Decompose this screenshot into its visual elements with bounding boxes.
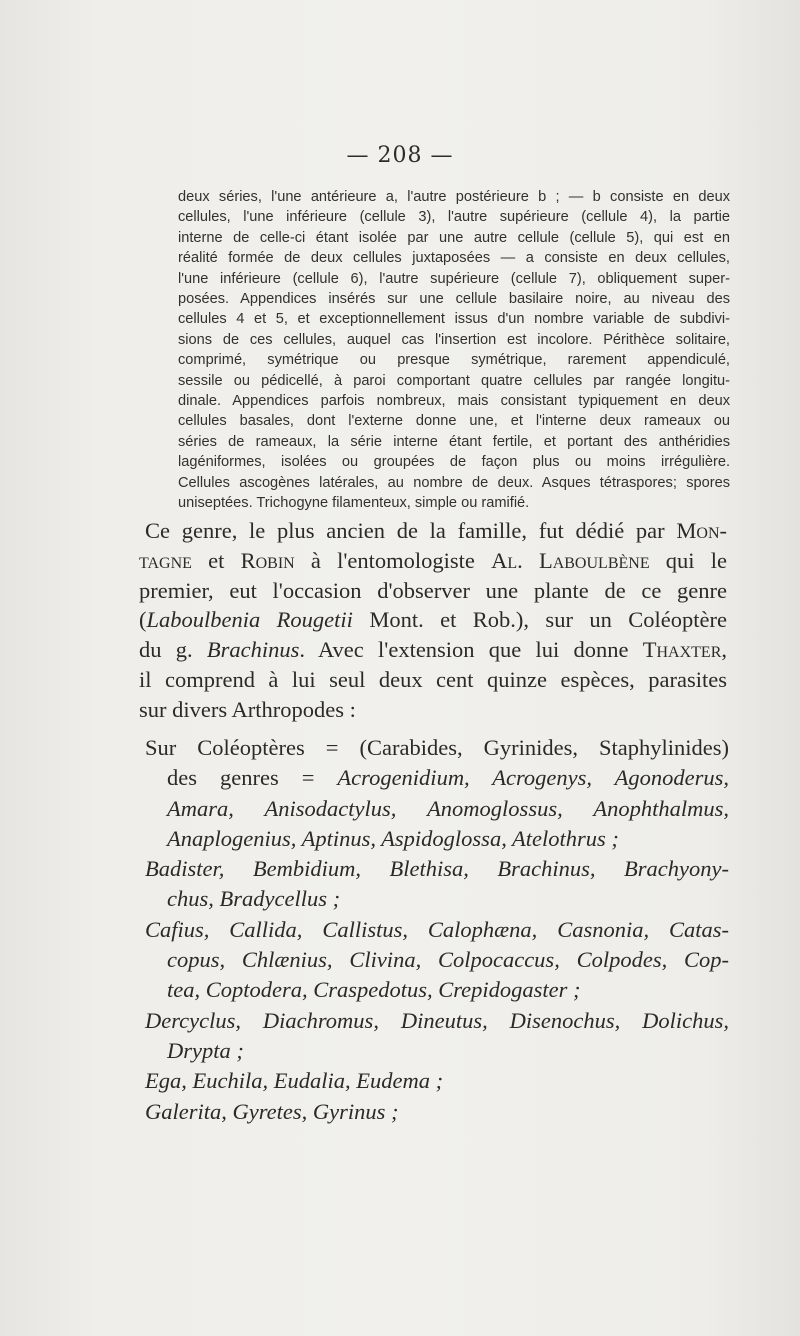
- description-line: deux séries, l'une antérieure a, l'autre postérieure b ; — b consiste en deux: [178, 189, 730, 205]
- description-line: réalité formée de deux cellules juxtaposées — a consiste en deux cellules,: [178, 250, 730, 267]
- host-list-line: Drypta ;: [167, 1037, 244, 1063]
- paragraph-line: [139, 605, 727, 635]
- paragraph-text: et: [191, 547, 241, 573]
- host-list-line: Ega, Euchila, Eudalia, Eudema ;: [145, 1068, 444, 1094]
- description-line: cellules, l'une inférieure (cellule 3), l'autre supérieure (cellule 4), la partie: [178, 209, 730, 226]
- paragraph-text: . Avec l'extension que lui donne: [299, 637, 643, 663]
- description-line: dinale. Appendices parfois nombreux, mais consistant typiquement en deux: [178, 393, 730, 410]
- host-list-line: Dercyclus, Diachromus, Dineutus, Disenochus, Dolichus,: [145, 1007, 729, 1033]
- host-list-line: Amara, Anisodactylus, Anomoglossus, Anophthalmus,: [167, 795, 729, 821]
- description-line: cellules 4 et 5, et exceptionnellement issus d'un nombre variable de subdivi-: [178, 311, 730, 328]
- description-line: posées. Appendices insérés sur une cellule basilaire noire, au niveau des: [178, 291, 730, 308]
- author-name: Thaxter: [642, 637, 722, 663]
- author-name: Robin: [240, 547, 295, 573]
- host-genera-list: [145, 733, 729, 1127]
- paragraph-line: sur divers Arthropodes :: [139, 696, 356, 722]
- description-line: interne de celle-ci étant isolée par une autre cellule (cellule 5), qui est en: [178, 229, 730, 246]
- host-list-line: Badister, Bembidium, Blethisa, Brachinus, Brachyony-: [145, 856, 729, 882]
- host-list-intro: Sur Coléoptères = (Carabides, Gyrinides, Staphylinides): [145, 735, 729, 760]
- description-line: sessile ou pédicellé, à paroi comportant quatre cellules par rangée longitu-: [178, 372, 730, 389]
- page-number: — 208 —: [346, 143, 454, 168]
- paragraph-text: Mont. et Rob.), sur un Coléoptère: [352, 607, 727, 633]
- author-name: Mon-: [676, 518, 727, 543]
- genus-description-block: [178, 187, 730, 514]
- description-line: cellules basales, dont l'externe donne une, et l'interne deux rameaux ou: [178, 413, 730, 430]
- paragraph-line: [139, 635, 727, 665]
- host-list-line: [145, 763, 729, 793]
- paragraph-text: (: [139, 607, 147, 633]
- paragraph-text: ,: [721, 637, 728, 663]
- paragraph-text: qui le: [649, 547, 727, 573]
- host-list-line: Galerita, Gyretes, Gyrinus ;: [145, 1098, 399, 1124]
- genus-name: Brachinus: [206, 637, 300, 663]
- description-line: uniseptées. Trichogyne filamenteux, simple ou ramifié.: [178, 495, 530, 512]
- paragraph-line: il comprend à lui seul deux cent quinze espèces, parasites: [139, 666, 727, 692]
- description-line: lagéniformes, isolées ou groupées de façon plus ou moins irrégulière.: [178, 454, 730, 471]
- species-name: Laboulbenia Rougetii: [146, 607, 353, 633]
- genus-history-paragraph: [139, 516, 727, 725]
- host-list-text: des genres =: [167, 765, 338, 791]
- paragraph-line: premier, eut l'occasion d'observer une plante de ce genre: [139, 577, 727, 603]
- genus-names: Acrogenidium, Acrogenys, Agonoderus,: [337, 765, 730, 791]
- host-list-line: tea, Coptodera, Craspedotus, Crepidogaster ;: [167, 977, 581, 1003]
- paragraph-text: à l'entomologiste: [294, 547, 492, 573]
- paragraph-line: [139, 546, 727, 576]
- paragraph-text: Ce genre, le plus ancien de la famille, fut dédié par: [145, 518, 665, 543]
- host-list-line: copus, Chlænius, Clivina, Colpocaccus, Colpodes, Cop-: [167, 947, 729, 973]
- paragraph-text: du g.: [139, 637, 207, 663]
- paragraph-line: [139, 516, 727, 546]
- description-line: sions de ces cellules, auquel cas l'insertion est incolore. Périthèce solitaire,: [178, 331, 730, 348]
- description-line: l'une inférieure (cellule 6), l'autre supérieure (cellule 7), obliquement super-: [178, 270, 730, 287]
- description-line: Cellules ascogènes latérales, au nombre de deux. Asques tétraspores; spores: [178, 474, 730, 491]
- description-line: comprimé, symétrique ou presque symétrique, rarement appendiculé,: [178, 352, 730, 369]
- description-line: séries de rameaux, la série interne étant fertile, et portant des anthéridies: [178, 433, 730, 450]
- host-list-line: Cafius, Callida, Callistus, Calophæna, Casnonia, Catas-: [145, 916, 729, 942]
- host-list-line: Anaplogenius, Aptinus, Aspidoglossa, Atelothrus ;: [167, 825, 619, 851]
- author-name: Al. Laboulbène: [491, 547, 650, 573]
- host-list-line: chus, Bradycellus ;: [167, 886, 341, 912]
- author-name: tagne: [139, 547, 192, 573]
